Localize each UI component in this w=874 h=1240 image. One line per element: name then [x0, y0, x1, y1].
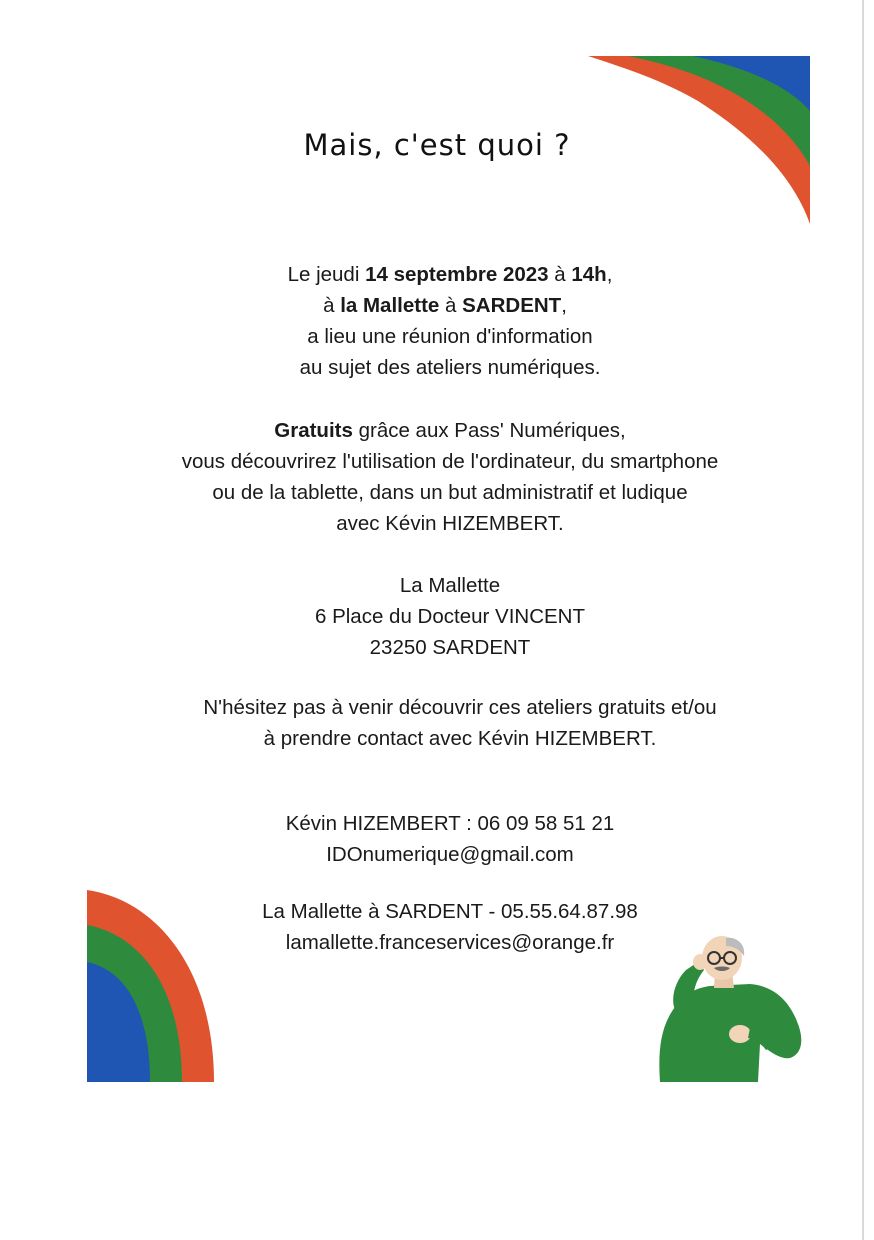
mallette-phone: La Mallette à SARDENT - 05.55.64.87.98 [262, 900, 638, 923]
rainbow-quarter-icon [87, 890, 214, 1082]
event-place-line: à la Mallette à SARDENT, [323, 294, 567, 317]
address-name: La Mallette [399, 574, 501, 597]
address-street: 6 Place du Docteur VINCENT [314, 605, 586, 628]
desc-line-4: avec Kévin HIZEMBERT. [336, 512, 564, 535]
event-line-3: a lieu une réunion d'information [307, 325, 593, 348]
contact-kevin [0, 808, 874, 870]
description-block [0, 415, 874, 539]
invite-block [10, 692, 874, 754]
desc-line-1: Gratuits grâce aux Pass' Numériques, [274, 419, 626, 442]
kevin-email[interactable]: IDOnumerique@gmail.com [326, 843, 574, 866]
address-city: 23250 SARDENT [369, 636, 531, 659]
page-title: Mais, c'est quoi ? [303, 128, 571, 162]
desc-line-2: vous découvrirez l'utilisation de l'ordinateur, du smartphone [181, 450, 719, 473]
invite-line-2: à prendre contact avec Kévin HIZEMBERT. [263, 727, 657, 750]
desc-line-3: ou de la tablette, dans un but administratif et ludique [212, 481, 688, 504]
man-with-glasses-illustration [640, 932, 810, 1084]
mallette-email[interactable]: lamallette.franceservices@orange.fr [285, 931, 615, 954]
event-line-4: au sujet des ateliers numériques. [299, 356, 601, 379]
event-block [0, 259, 874, 383]
address-block [0, 570, 874, 663]
kevin-phone: Kévin HIZEMBERT : 06 09 58 51 21 [285, 812, 615, 835]
event-date-line: Le jeudi 14 septembre 2023 à 14h, [287, 263, 613, 286]
invite-line-1: N'hésitez pas à venir découvrir ces ateliers gratuits et/ou [203, 696, 717, 719]
